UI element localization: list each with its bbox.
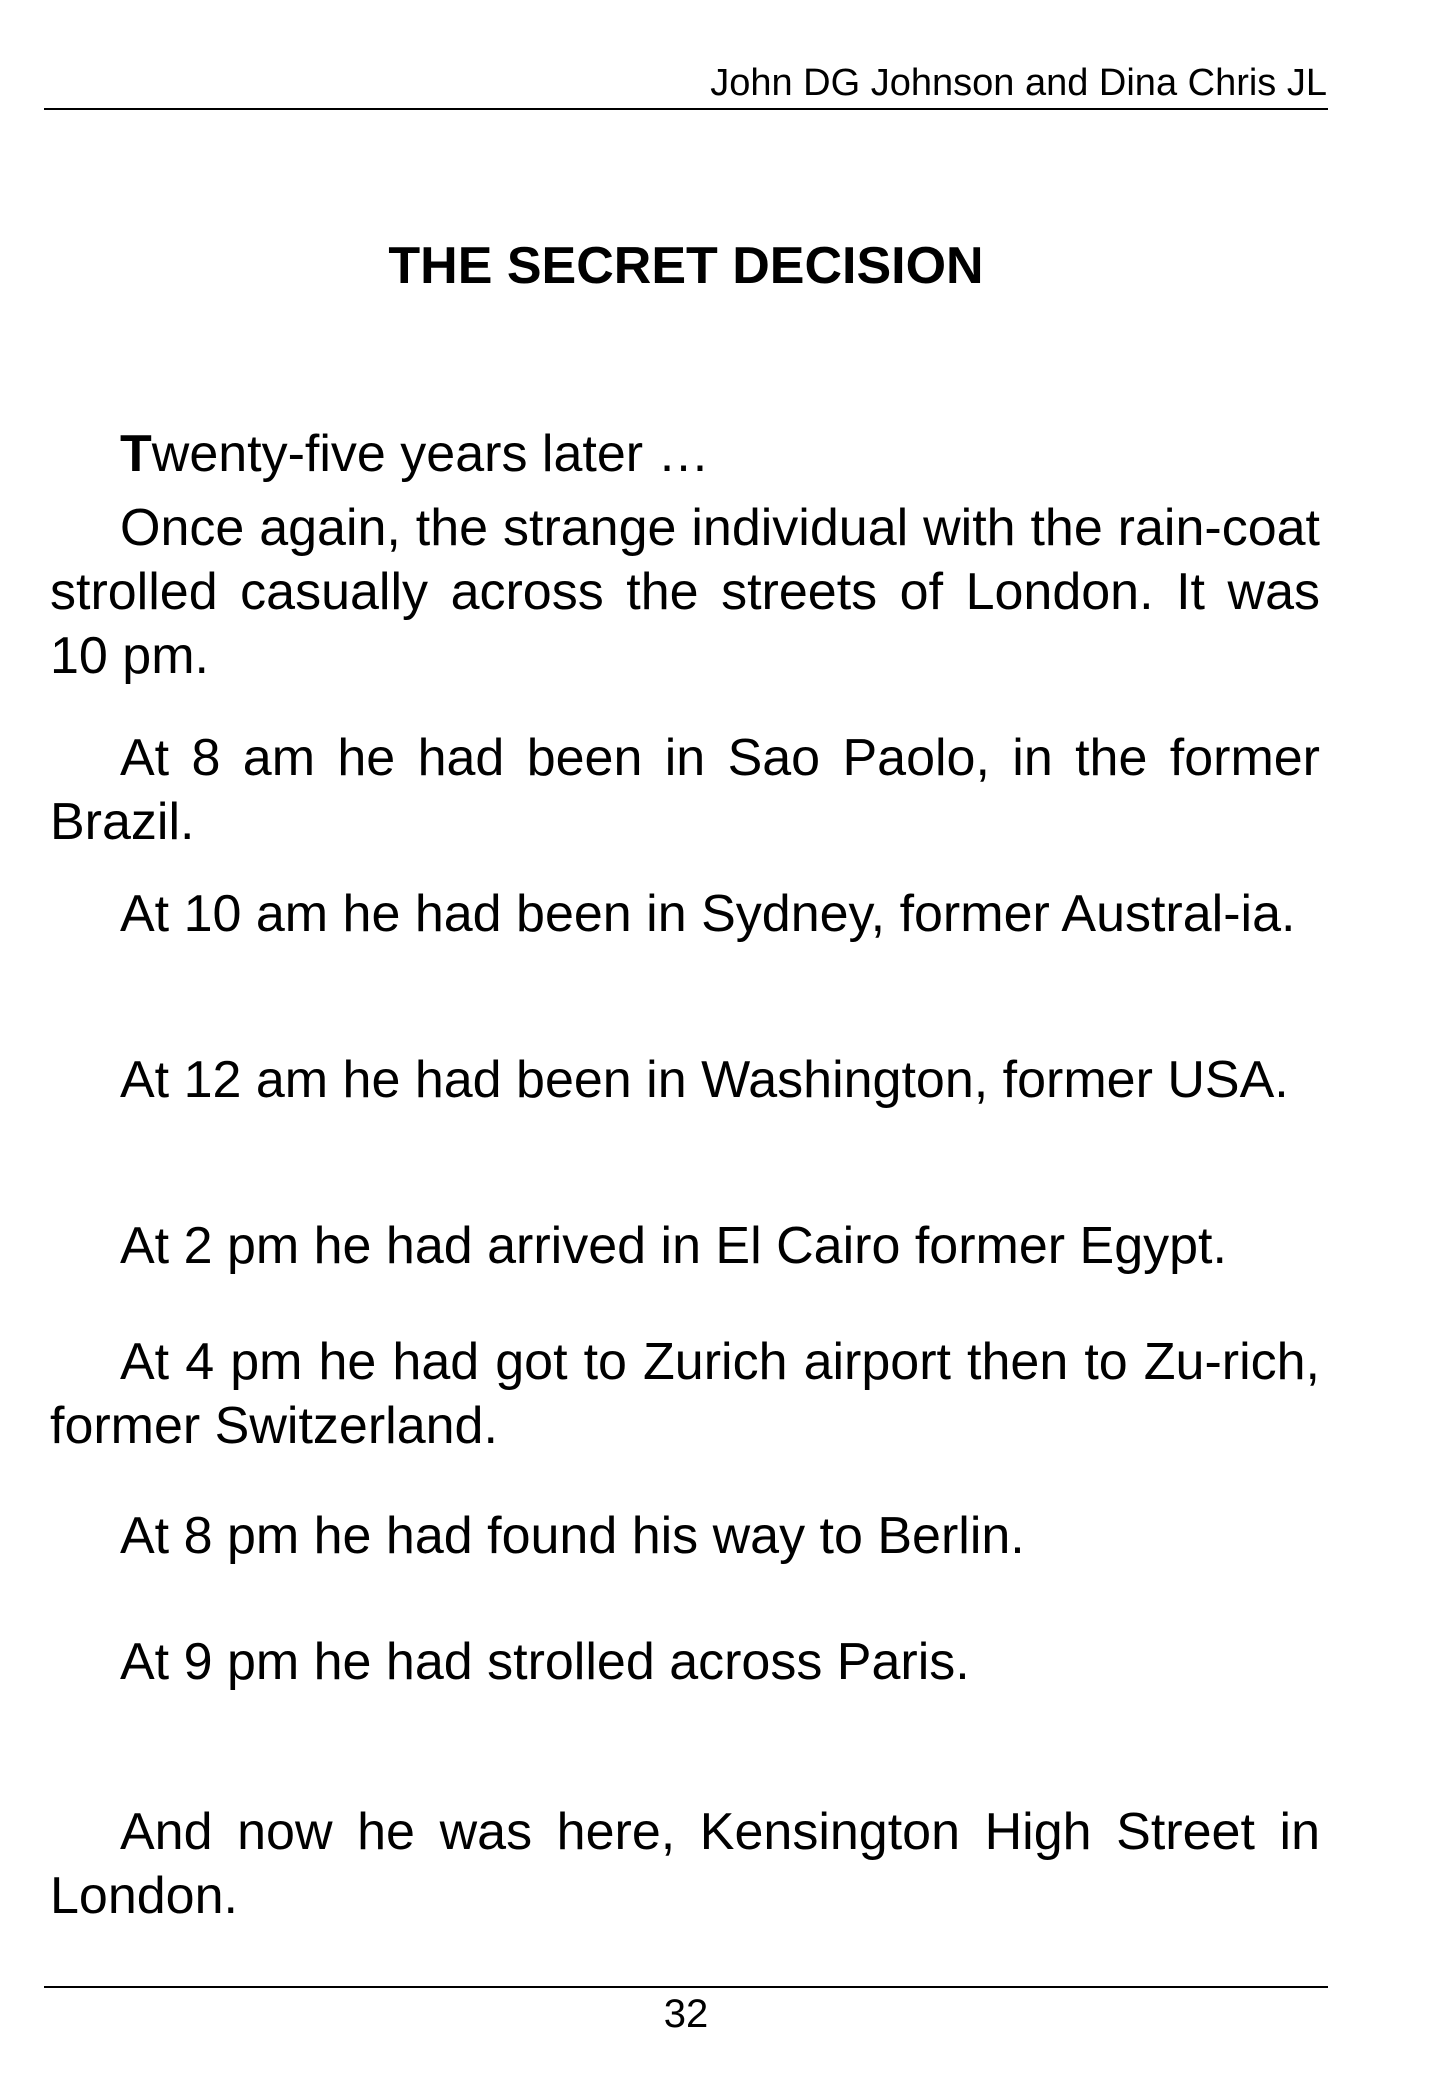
opening-text: wenty-five years later … bbox=[151, 425, 710, 483]
paragraph-5: At 2 pm he had arrived in El Cairo former Egypt. bbox=[120, 1217, 1227, 1275]
page-number: 32 bbox=[663, 1992, 709, 2036]
paragraph-2: At 8 am he had been in Sao Paolo, in the former Brazil. bbox=[50, 729, 1320, 851]
paragraph-9: And now he was here, Kensington High Street in London. bbox=[50, 1803, 1320, 1925]
footer-rule bbox=[44, 1986, 1328, 1988]
paragraph-3: At 10 am he had been in Sydney, former Austral-ia. bbox=[120, 885, 1296, 943]
chapter-title: THE SECRET DECISION bbox=[388, 237, 984, 295]
paragraph-8: At 9 pm he had strolled across Paris. bbox=[120, 1633, 970, 1691]
opening-line bbox=[50, 422, 1320, 486]
paragraph-4: At 12 am he had been in Washington, former USA. bbox=[120, 1051, 1289, 1109]
paragraph-7: At 8 pm he had found his way to Berlin. bbox=[120, 1507, 1025, 1565]
paragraph-6: At 4 pm he had got to Zurich airport then to Zu-rich, former Switzerland. bbox=[50, 1333, 1320, 1455]
drop-initial: T bbox=[120, 425, 152, 483]
running-header: John DG Johnson and Dina Chris JL bbox=[710, 62, 1327, 104]
paragraph-1: Once again, the strange individual with the rain-coat strolled casually across the streets of London. It was 10 pm. bbox=[50, 499, 1320, 685]
header-rule bbox=[44, 108, 1328, 110]
